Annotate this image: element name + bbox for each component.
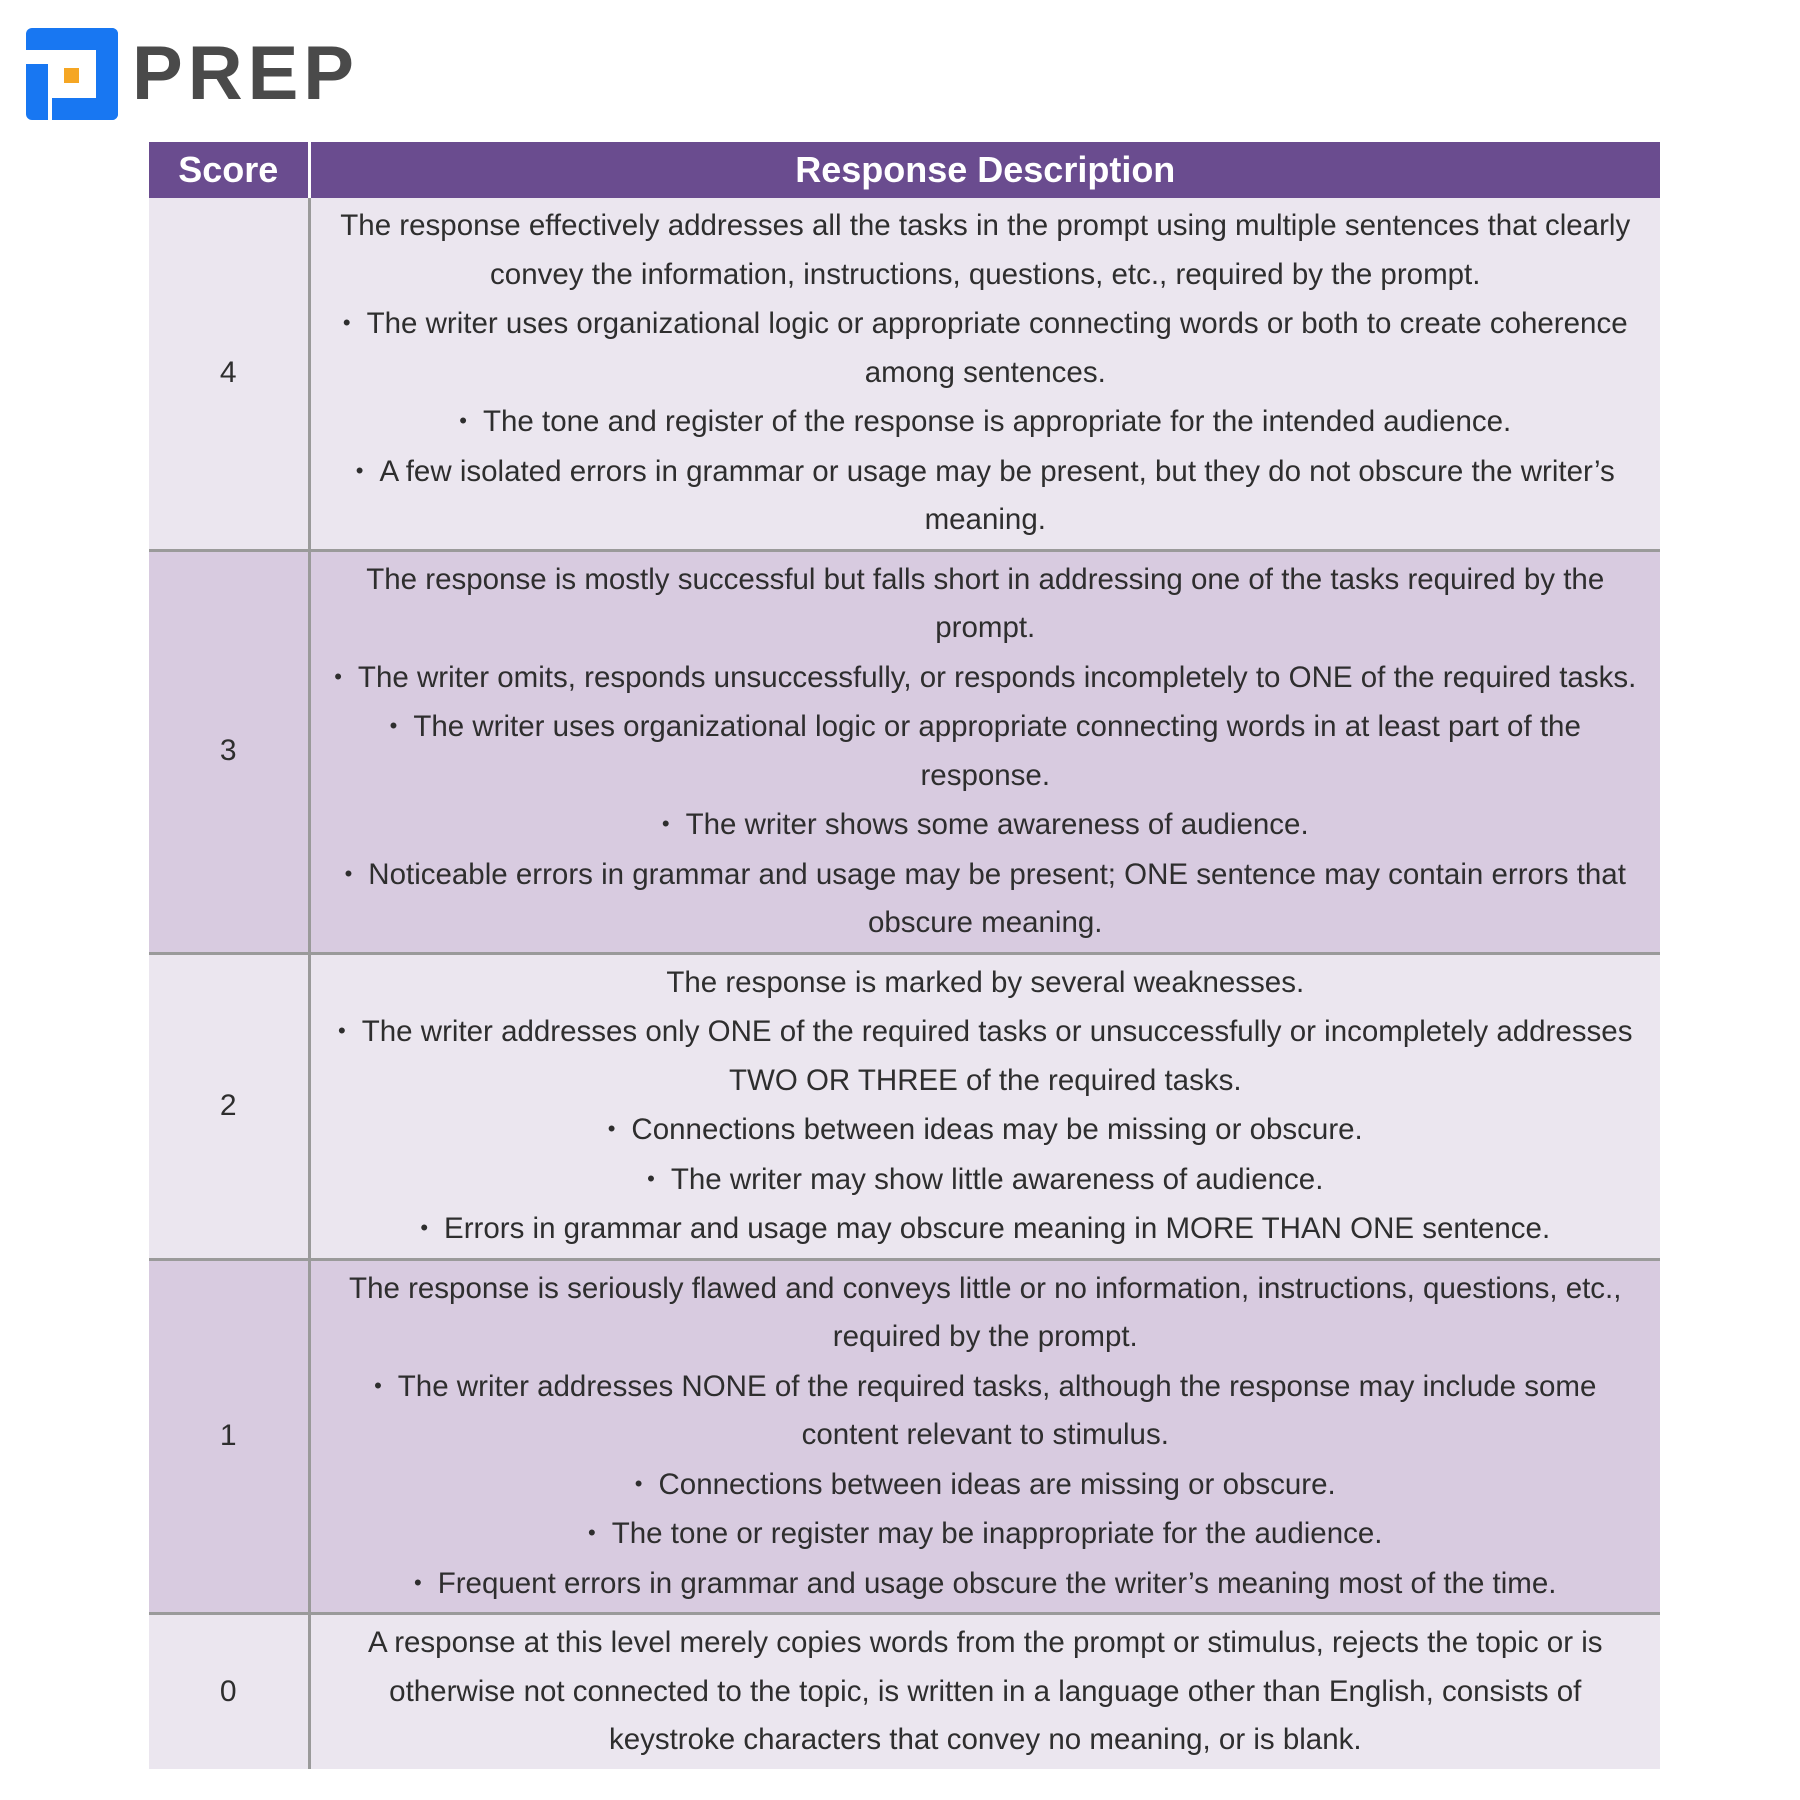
description-bullet: • Connections between ideas may be missing or obscure. (325, 1105, 1647, 1155)
description-bullet: • Noticeable errors in grammar and usage may be present; ONE sentence may contain errors that obscure meaning. (325, 850, 1647, 948)
description-bullet: • The writer may show little awareness of audience. (325, 1155, 1647, 1205)
description-bullet: • The writer omits, responds unsuccessfully, or responds incompletely to ONE of the required tasks. (325, 653, 1647, 703)
brand-name: PREP (132, 31, 359, 116)
description-bullet: • The tone or register may be inappropriate for the audience. (325, 1509, 1647, 1559)
rubric-row-score-3 (149, 550, 1660, 953)
scoring-rubric-table (149, 142, 1660, 1769)
score-column-header: Score (149, 142, 309, 198)
description-lead: The response effectively addresses all the tasks in the prompt using multiple sentences that clearly convey the information, instructions, questions, etc., required by the prompt. (340, 209, 1631, 291)
header-row (149, 142, 1660, 198)
description-bullet: • The writer shows some awareness of audience. (325, 800, 1647, 850)
description-cell (309, 1259, 1660, 1614)
prep-logo-icon (26, 28, 118, 120)
score-cell: 3 (149, 550, 309, 953)
score-cell: 2 (149, 953, 309, 1259)
description-bullet: • Connections between ideas are missing or obscure. (325, 1460, 1647, 1510)
score-cell: 4 (149, 198, 309, 550)
rubric-row-score-0 (149, 1614, 1660, 1769)
rubric-row-score-2 (149, 953, 1660, 1259)
description-lead: The response is mostly successful but falls short in addressing one of the tasks required by the prompt. (366, 562, 1605, 644)
description-column-header: Response Description (309, 142, 1660, 198)
description-lead: The response is marked by several weaknesses. (666, 965, 1305, 999)
prep-logo (26, 28, 359, 120)
description-bullet: • The writer uses organizational logic or appropriate connecting words in at least part of the response. (325, 702, 1647, 800)
description-bullet: • The tone and register of the response is appropriate for the intended audience. (325, 397, 1647, 447)
description-cell (309, 550, 1660, 953)
description-cell (309, 198, 1660, 550)
score-cell: 0 (149, 1614, 309, 1769)
rubric-row-score-4 (149, 198, 1660, 550)
description-cell (309, 953, 1660, 1259)
description-bullet: • A few isolated errors in grammar or usage may be present, but they do not obscure the writer’s meaning. (325, 447, 1647, 545)
description-bullet: • Errors in grammar and usage may obscure meaning in MORE THAN ONE sentence. (325, 1204, 1647, 1254)
description-bullet: • Frequent errors in grammar and usage obscure the writer’s meaning most of the time. (325, 1559, 1647, 1609)
description-lead: The response is seriously flawed and conveys little or no information, instructions, questions, etc., required by the prompt. (349, 1271, 1622, 1353)
description-bullet: • The writer addresses NONE of the required tasks, although the response may include some content relevant to stimulus. (325, 1362, 1647, 1460)
description-cell (309, 1614, 1660, 1769)
description-bullet: • The writer addresses only ONE of the required tasks or unsuccessfully or incompletely addresses TWO OR THREE of the required tasks. (325, 1007, 1647, 1105)
description-lead: A response at this level merely copies words from the prompt or stimulus, rejects the topic or is otherwise not connected to the topic, is written in a language other than English, consists of keystroke characters that convey no meaning, or is blank. (367, 1626, 1603, 1756)
score-cell: 1 (149, 1259, 309, 1614)
rubric-row-score-1 (149, 1259, 1660, 1614)
description-bullet: • The writer uses organizational logic or appropriate connecting words or both to create coherence among sentences. (325, 299, 1647, 397)
